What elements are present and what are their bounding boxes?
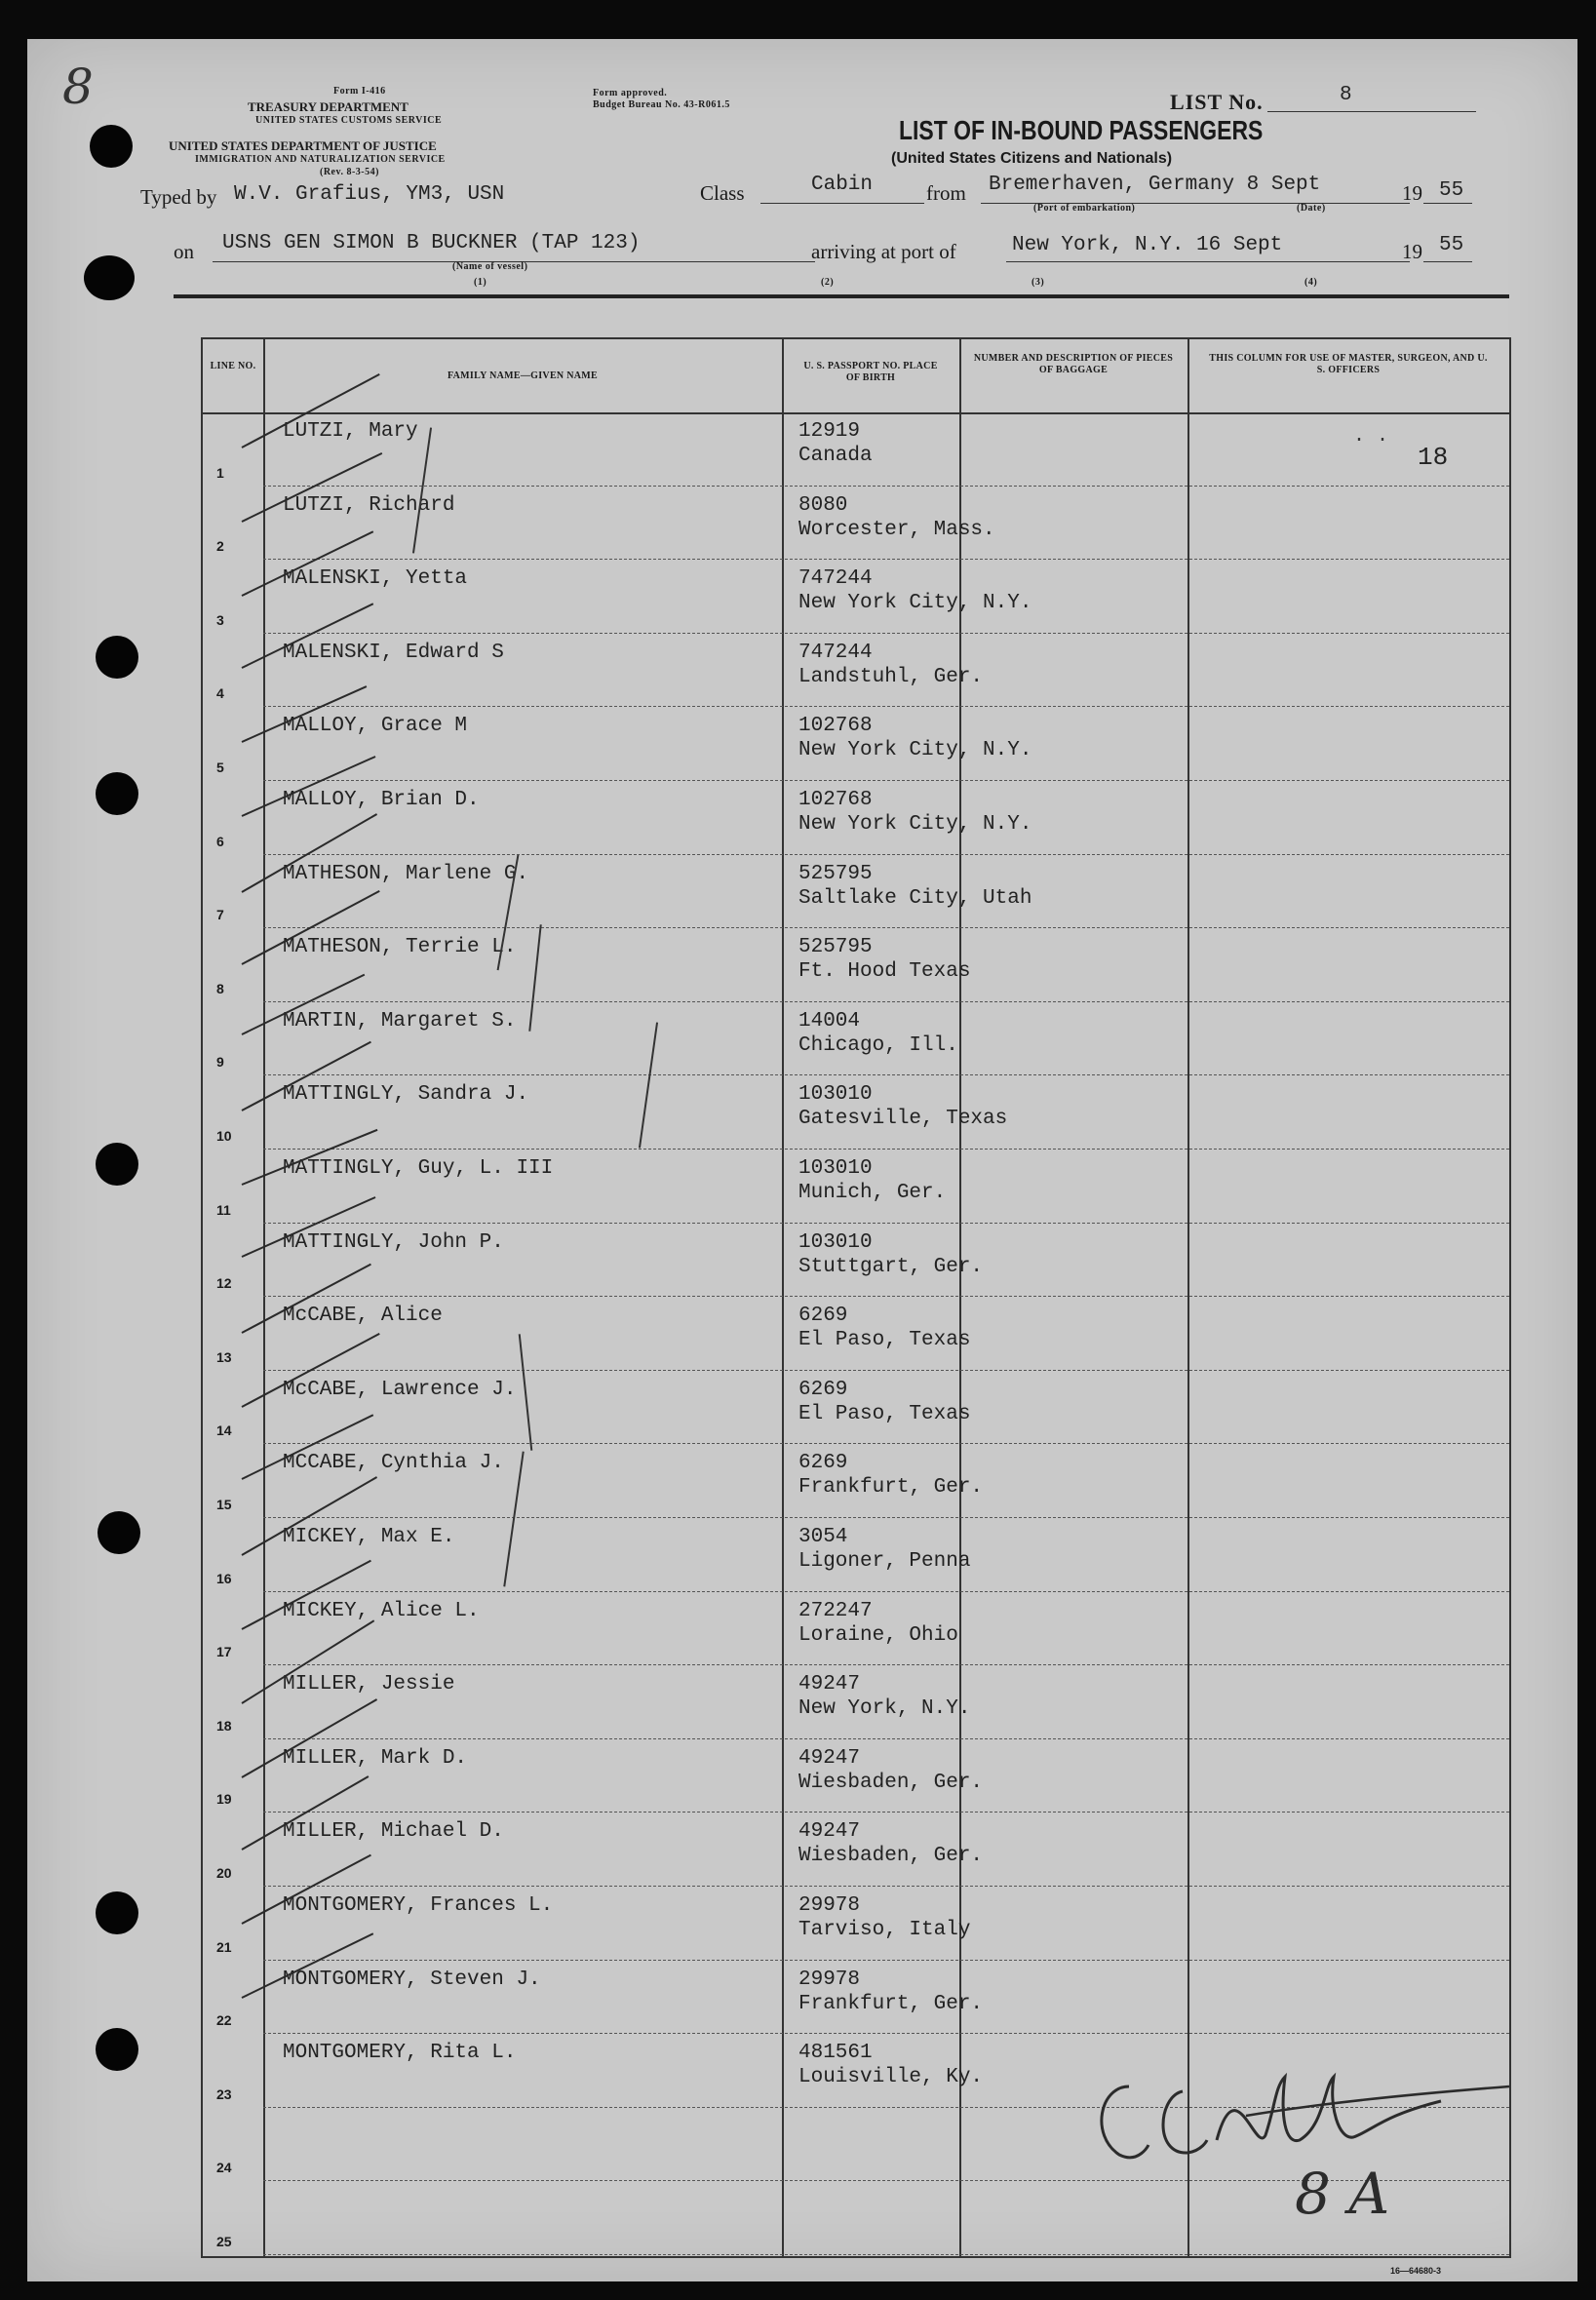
table-row [203,855,1509,929]
header-name: FAMILY NAME—GIVEN NAME [447,370,598,381]
table-row [203,1518,1509,1592]
passport-number: 481561 [798,2042,873,2065]
passport-number: 6269 [798,1378,848,1401]
place-of-birth: Landstuhl, Ger. [798,665,984,688]
passenger-name: MILLER, Mark D. [283,1746,468,1770]
passenger-name: MATTINGLY, John P. [283,1230,504,1254]
passenger-name: LUTZI, Mary [283,420,418,443]
passenger-name: MATTINGLY, Guy, L. III [283,1157,554,1180]
passport-number: 12919 [798,420,861,443]
ins-service: IMMIGRATION AND NATURALIZATION SERVICE [195,154,446,165]
passport-number: 747244 [798,641,873,664]
table-row [203,1444,1509,1518]
passenger-name: MICKEY, Max E. [283,1526,455,1548]
passenger-name: McCABE, Alice [283,1305,443,1328]
punch-hole [84,255,135,300]
vessel-caption: (Name of vessel) [452,261,528,272]
punch-hole [97,1511,140,1554]
place-of-birth: Munich, Ger. [798,1182,947,1204]
place-of-birth: Chicago, Ill. [798,1033,958,1057]
passenger-name: MONTGOMERY, Rita L. [283,2042,517,2065]
place-of-birth: Saltlake City, Utah [798,886,1032,910]
document-sheet [27,39,1577,2281]
col-caption-4: (4) [1304,277,1318,288]
col-caption-1: (1) [474,277,487,288]
table-row [203,1224,1509,1298]
place-of-birth: New York City, N.Y. [798,813,1032,836]
passport-number: 3054 [798,1526,848,1548]
form-revision: (Rev. 8-3-54) [320,167,379,177]
passenger-name: MATTINGLY, Sandra J. [283,1083,529,1107]
place-of-birth: Frankfurt, Ger. [798,1992,984,2015]
passenger-name: MONTGOMERY, Steven J. [283,1968,541,1991]
line-number: 9 [216,1054,224,1071]
line-number: 8 [216,980,224,996]
passenger-name: MCCABE, Cynthia J. [283,1452,504,1475]
punch-hole [96,1143,138,1186]
header-baggage: NUMBER AND DESCRIPTION OF PIECES OF BAGGAGE [973,353,1174,375]
table-row [203,1371,1509,1445]
passenger-name: MARTIN, Margaret S. [283,1009,517,1033]
list-no-label: LIST No. [1170,90,1264,114]
line-number: 6 [216,833,224,849]
line-number: 1 [216,464,224,481]
passport-number: 29978 [798,1968,861,1991]
passenger-name: MATHESON, Marlene G. [283,862,529,885]
table-row [203,560,1509,634]
typed-by-value: W.V. Grafius, YM3, USN [234,183,505,206]
on-label: on [174,240,194,263]
place-of-birth: Loraine, Ohio [798,1623,958,1647]
line-number: 2 [216,538,224,555]
signature-mark: 8 A [1295,2161,1390,2223]
line-number: 22 [216,2012,232,2029]
col-caption-3: (3) [1032,277,1045,288]
passport-number: 14004 [798,1009,861,1033]
form-number: Form I-416 [333,86,386,97]
line-number: 10 [216,1127,232,1144]
line-number: 4 [216,685,224,702]
passport-number: 103010 [798,1230,873,1254]
line-number: 19 [216,1791,232,1808]
place-of-birth: New York, N.Y. [798,1697,971,1721]
line-number: 18 [216,1717,232,1734]
line-number: 5 [216,759,224,775]
passport-number: 49247 [798,1820,861,1844]
table-row [203,1592,1509,1666]
passport-number: 49247 [798,1673,861,1696]
print-code: 16—64680-3 [1390,2266,1442,2276]
officer-note: 18 [1418,443,1449,472]
customs-service: UNITED STATES CUSTOMS SERVICE [255,115,443,126]
line-number: 16 [216,1570,232,1586]
header-passport: U. S. PASSPORT NO. PLACE OF BIRTH [803,361,938,383]
class-value: Cabin [811,174,874,196]
passenger-table [201,337,1511,2258]
punch-hole [96,2028,138,2071]
line-number: 17 [216,1644,232,1660]
from-label: from [926,181,966,205]
year-prefix-1: 19 [1402,181,1422,205]
treasury-dept: TREASURY DEPARTMENT [248,99,409,114]
place-of-birth: Canada [798,445,873,467]
line-number: 20 [216,1864,232,1881]
place-of-birth: Gatesville, Texas [798,1108,1008,1131]
line-number: 14 [216,1423,232,1439]
passport-number: 102768 [798,715,873,738]
header-line-no: LINE NO. [210,361,256,371]
passport-number: 747244 [798,567,873,591]
passenger-name: MALLOY, Grace M [283,715,468,738]
signature [1090,2047,1519,2223]
col-caption-2: (2) [821,277,835,288]
passport-number: 6269 [798,1452,848,1475]
date-caption: (Date) [1297,203,1326,214]
line-number: 13 [216,1348,232,1365]
passport-number: 103010 [798,1083,873,1107]
header-officers: THIS COLUMN FOR USE OF MASTER, SURGEON, AND U. S. OFFICERS [1209,353,1488,375]
passport-number: 525795 [798,862,873,885]
place-of-birth: Wiesbaden, Ger. [798,1771,984,1794]
table-row [203,412,1509,487]
from-value: Bremerhaven, Germany 8 Sept [989,174,1321,196]
passport-number: 29978 [798,1894,861,1917]
table-row [203,634,1509,708]
place-of-birth: El Paso, Texas [798,1329,971,1352]
passport-number: 49247 [798,1746,861,1770]
passenger-name: MONTGOMERY, Frances L. [283,1894,554,1917]
table-row [203,1813,1509,1887]
justice-dept: UNITED STATES DEPARTMENT OF JUSTICE [169,138,437,153]
place-of-birth: New York City, N.Y. [798,739,1032,762]
table-row [203,1887,1509,1961]
place-of-birth: Wiesbaden, Ger. [798,1845,984,1868]
table-row [203,928,1509,1002]
passport-number: 8080 [798,493,848,517]
line-number: 12 [216,1275,232,1292]
table-row [203,1150,1509,1224]
line-number: 11 [216,1201,231,1218]
line-number: 7 [216,907,224,923]
form-title: LIST OF IN-BOUND PASSENGERS [899,115,1264,145]
passenger-name: MATHESON, Terrie L. [283,936,517,959]
place-of-birth: Ft. Hood Texas [798,960,971,984]
table-row [203,1297,1509,1371]
table-row [203,1002,1509,1076]
passport-number: 525795 [798,936,873,959]
place-of-birth: Frankfurt, Ger. [798,1476,984,1500]
place-of-birth: Ligoner, Penna [798,1550,971,1573]
arriving-label: arriving at port of [811,240,956,263]
punch-hole [96,772,138,815]
passenger-name: McCABE, Lawrence J. [283,1378,517,1401]
port-embark-caption: (Port of embarkation) [1033,203,1136,214]
table-row [203,1665,1509,1739]
table-row [203,1961,1509,2035]
form-subtitle: (United States Citizens and Nationals) [891,150,1173,167]
margin-note: 8 [62,58,94,115]
place-of-birth: Louisville, Ky. [798,2066,984,2089]
passport-number: 103010 [798,1157,873,1180]
budget-bureau: Budget Bureau No. 43-R061.5 [593,99,730,110]
passenger-name: MALENSKI, Yetta [283,567,468,591]
year-1: 55 [1439,179,1464,202]
place-of-birth: Stuttgart, Ger. [798,1255,984,1278]
typed-by-label: Typed by [140,185,217,209]
vessel-name: USNS GEN SIMON B BUCKNER (TAP 123) [222,232,641,254]
passport-number: 6269 [798,1305,848,1328]
passenger-name: MICKEY, Alice L. [283,1599,480,1622]
place-of-birth: New York City, N.Y. [798,592,1032,615]
line-number: 21 [216,1938,232,1955]
form-approved: Form approved. [593,88,668,98]
line-number: 15 [216,1496,232,1512]
passenger-name: MALENSKI, Edward S [283,641,504,664]
passport-number: 272247 [798,1599,873,1622]
table-row [203,1739,1509,1813]
punch-hole [90,125,133,168]
place-of-birth: Tarviso, Italy [798,1919,971,1941]
passport-number: 102768 [798,789,873,811]
line-number: 23 [216,2086,232,2102]
table-row [203,707,1509,781]
passenger-name: LUTZI, Richard [283,493,455,517]
officer-tick: · · [1353,429,1389,451]
passenger-name: MILLER, Jessie [283,1673,455,1696]
place-of-birth: Worcester, Mass. [798,518,995,541]
year-prefix-2: 19 [1402,240,1422,263]
line-number: 3 [216,611,224,628]
table-row [203,1075,1509,1150]
arrival-value: New York, N.Y. 16 Sept [1012,234,1283,256]
place-of-birth: El Paso, Texas [798,1402,971,1425]
list-no-value: 8 [1340,84,1352,106]
punch-hole [96,1891,138,1934]
table-row [203,487,1509,561]
year-2: 55 [1439,234,1464,256]
punch-hole [96,636,138,679]
line-number: 24 [216,2160,232,2176]
line-number: 25 [216,2233,232,2249]
class-label: Class [700,181,745,205]
passenger-name: MALLOY, Brian D. [283,789,480,811]
passenger-name: MILLER, Michael D. [283,1820,504,1844]
table-row [203,781,1509,855]
